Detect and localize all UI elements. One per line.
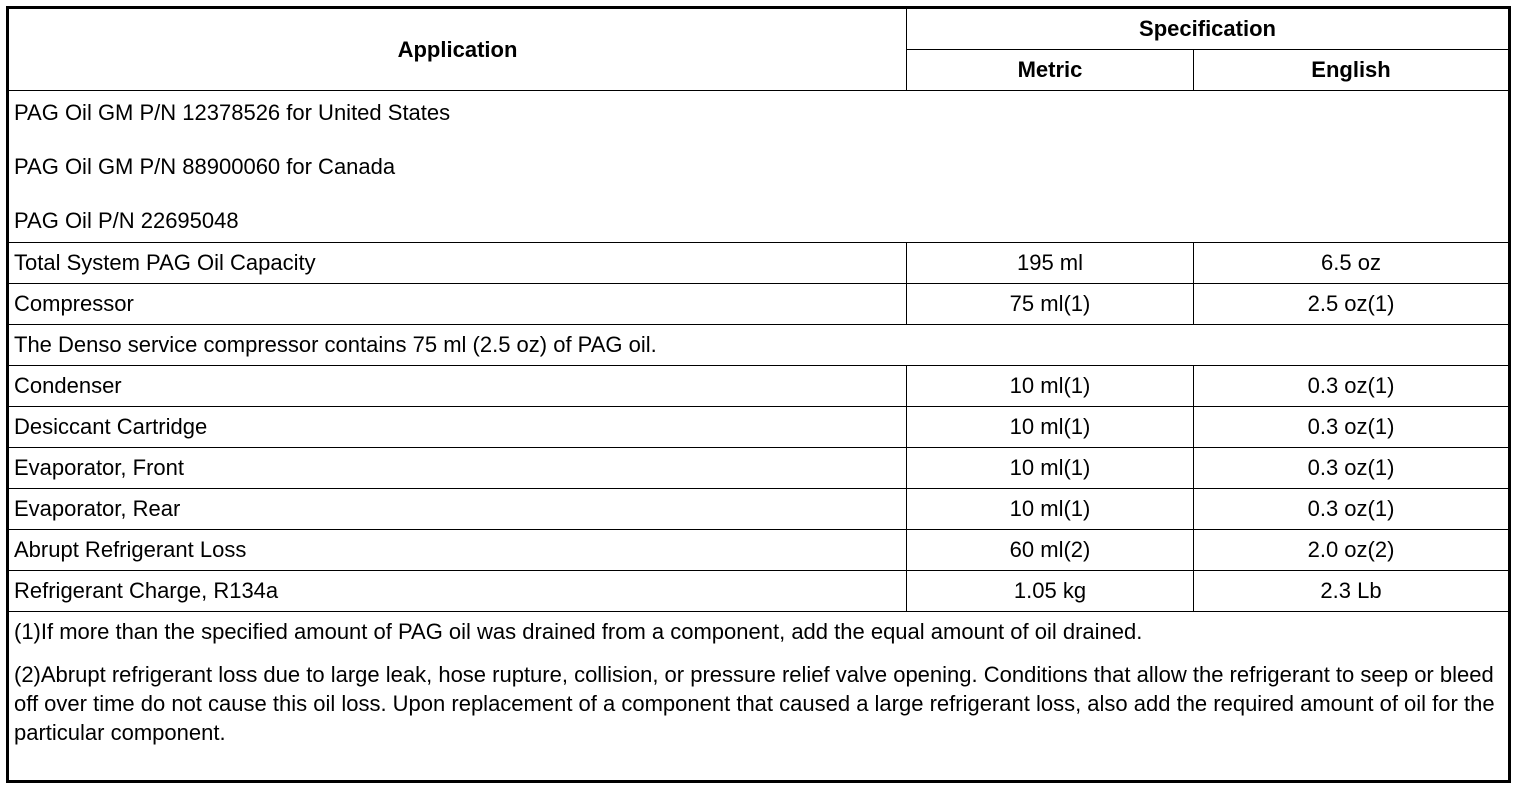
compressor-note-row	[8, 325, 1510, 366]
table-row	[8, 530, 1510, 571]
metric-cell: 10 ml(1)	[907, 489, 1194, 530]
application-cell: Total System PAG Oil Capacity	[8, 243, 907, 284]
application-cell: Evaporator, Rear	[8, 489, 907, 530]
header-specification: Specification	[907, 8, 1510, 50]
english-cell: 0.3 oz(1)	[1194, 407, 1510, 448]
header-application: Application	[8, 8, 907, 91]
application-cell: Evaporator, Front	[8, 448, 907, 489]
pag-oil-line: PAG Oil GM P/N 88900060 for Canada	[14, 153, 396, 179]
table-row	[8, 571, 1510, 612]
metric-cell: 195 ml	[907, 243, 1194, 284]
table-row	[8, 407, 1510, 448]
application-cell: Compressor	[8, 284, 907, 325]
footnotes	[8, 612, 1510, 782]
english-cell: 2.3 Lb	[1194, 571, 1510, 612]
header-metric: Metric	[907, 50, 1194, 91]
compressor-note: The Denso service compressor contains 75 ml (2.5 oz) of PAG oil.	[8, 325, 1510, 366]
footnotes-row	[8, 612, 1510, 782]
table-row	[8, 284, 1510, 325]
english-cell: 0.3 oz(1)	[1194, 489, 1510, 530]
header-english: English	[1194, 50, 1510, 91]
metric-cell: 10 ml(1)	[907, 448, 1194, 489]
pag-oil-line: PAG Oil GM P/N 12378526 for United States	[14, 99, 451, 125]
application-cell: Condenser	[8, 366, 907, 407]
pag-oil-part-numbers-row	[8, 91, 1510, 243]
table-row	[8, 448, 1510, 489]
table-row	[8, 366, 1510, 407]
english-cell: 2.0 oz(2)	[1194, 530, 1510, 571]
pag-oil-line: PAG Oil P/N 22695048	[14, 207, 239, 233]
application-cell: Refrigerant Charge, R134a	[8, 571, 907, 612]
footnote-1: (1)If more than the specified amount of PAG oil was drained from a component, add the equal amount of oil drained.	[14, 619, 1143, 644]
metric-cell: 75 ml(1)	[907, 284, 1194, 325]
english-cell: 0.3 oz(1)	[1194, 448, 1510, 489]
table-row	[8, 243, 1510, 284]
application-cell: Abrupt Refrigerant Loss	[8, 530, 907, 571]
pag-oil-part-numbers	[8, 91, 1510, 243]
table-row	[8, 489, 1510, 530]
english-cell: 0.3 oz(1)	[1194, 366, 1510, 407]
english-cell: 6.5 oz	[1194, 243, 1510, 284]
english-cell: 2.5 oz(1)	[1194, 284, 1510, 325]
metric-cell: 10 ml(1)	[907, 407, 1194, 448]
specification-table	[6, 6, 1511, 783]
footnote-2: (2)Abrupt refrigerant loss due to large leak, hose rupture, collision, or pressure relief valve opening. Conditions that allow the refrigerant to seep or bleed off over time do not cause this oil loss. Upon replacement of a component that caused a large refrigerant loss, also add the required amount of oil for the particular component.	[14, 662, 1495, 745]
metric-cell: 1.05 kg	[907, 571, 1194, 612]
metric-cell: 60 ml(2)	[907, 530, 1194, 571]
application-cell: Desiccant Cartridge	[8, 407, 907, 448]
metric-cell: 10 ml(1)	[907, 366, 1194, 407]
